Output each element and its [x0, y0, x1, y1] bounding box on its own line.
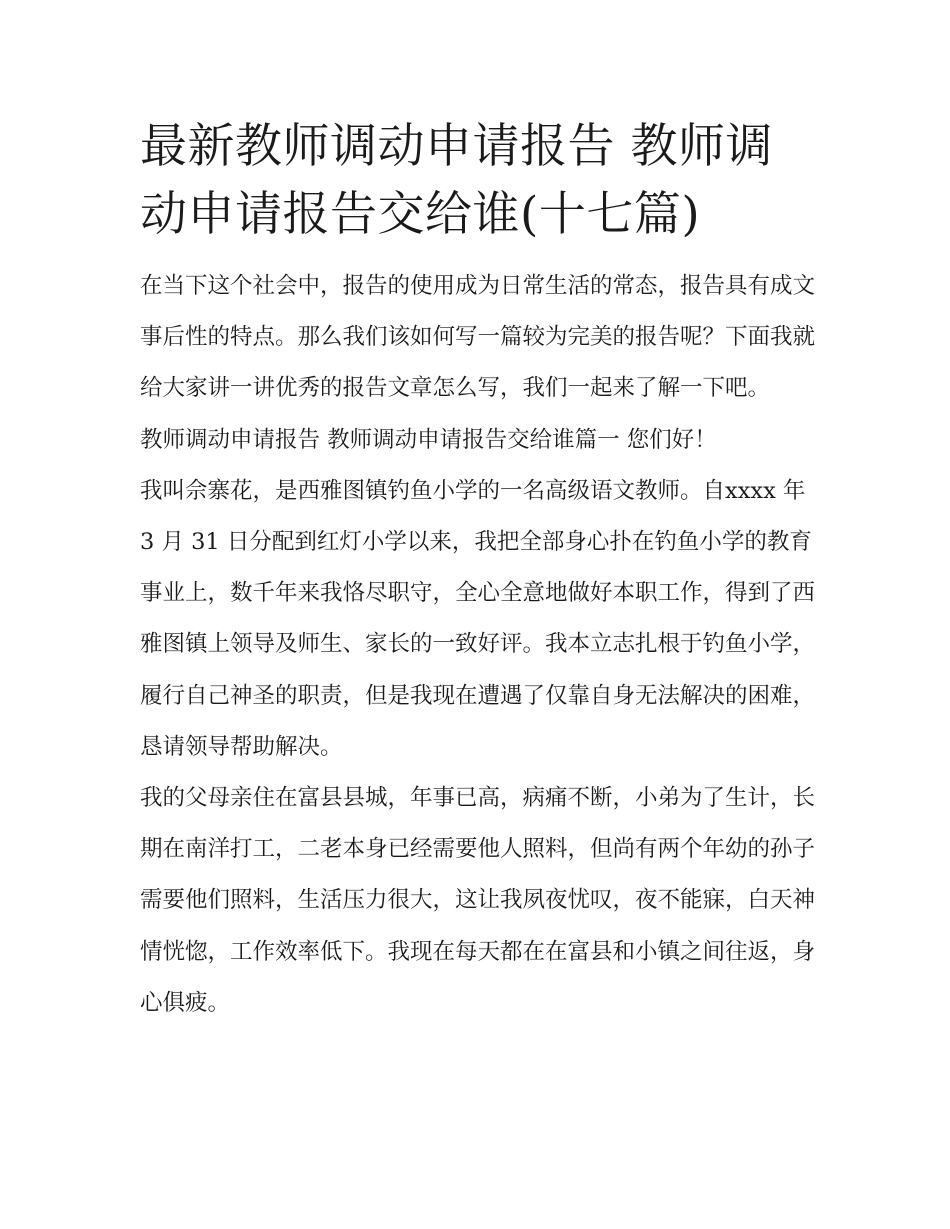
document-title: 最新教师调动申请报告 教师调动申请报告交给谁(十七篇)	[140, 119, 773, 242]
document-body	[140, 113, 820, 1029]
section-heading-paragraph: 教师调动申请报告 教师调动申请报告交给谁篇一 您们好！	[140, 426, 717, 453]
body-paragraph-1: 我叫佘寨花，是西雅图镇钓鱼小学的一名高级语文教师。自xxxx 年 3 月 31 日分配到红灯小学以来，我把全部身心扑在钓鱼小学的教育事业上，数千年来我恪尽职守，全心全意地做好本职工作，得到了西雅图镇上领导及师生、家长的一致好评。我本立志扎根于钓鱼小学，履行自己神圣的职责，但是我现在遭遇了仅靠自身无法解决的困难，恳请领导帮助解决。	[140, 477, 816, 760]
body-paragraph-2: 我的父母亲住在富县县城，年事已高，病痛不断，小弟为了生计，长期在南洋打工，二老本身已经需要他人照料，但尚有两个年幼的孙子需要他们照料，生活压力很大，这让我夙夜忧叹，夜不能寐，白天神情恍惚，工作效率低下。我现在每天都在在富县和小镇之间往返，身心俱疲。	[140, 785, 816, 1016]
intro-paragraph: 在当下这个社会中，报告的使用成为日常生活的常态，报告具有成文事后性的特点。那么我们该如何写一篇较为完美的报告呢？下面我就给大家讲一讲优秀的报告文章怎么写，我们一起来了解一下吧。	[140, 273, 816, 402]
